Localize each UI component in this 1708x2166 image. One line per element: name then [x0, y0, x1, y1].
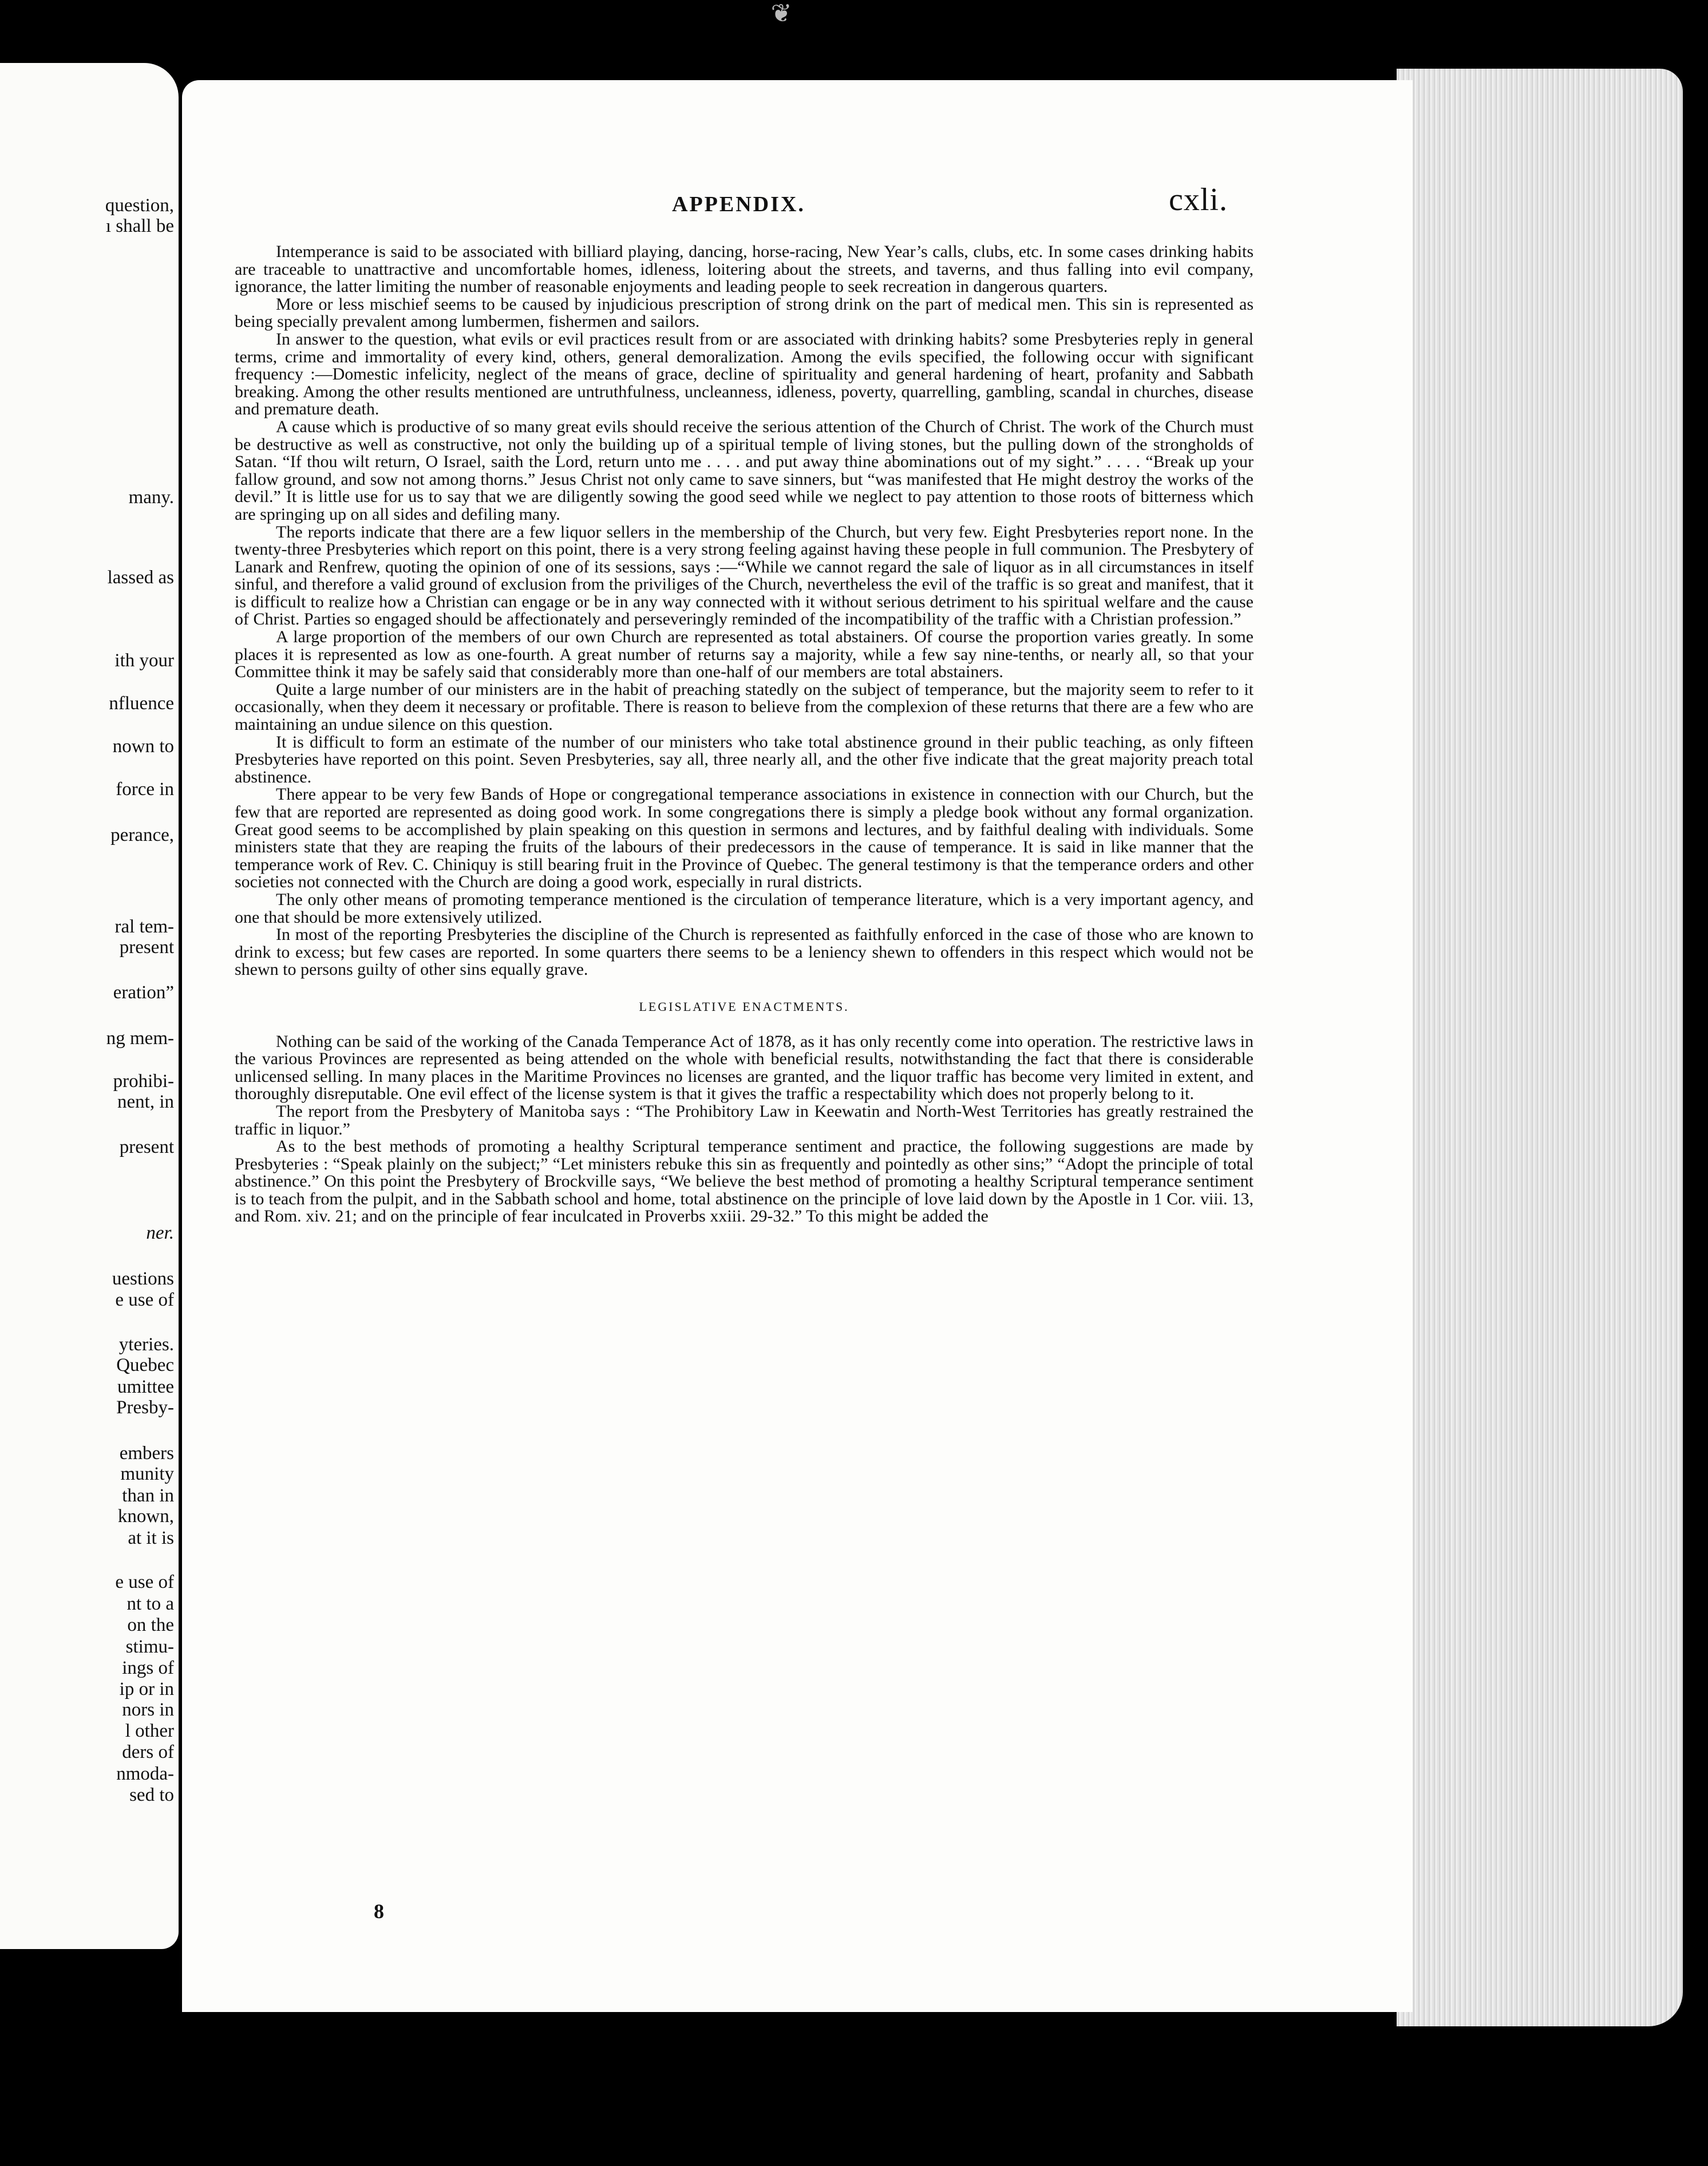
facing-page-fragment: nent, in	[117, 1092, 174, 1112]
paragraph: Quite a large number of our ministers are in the habit of preaching statedly on the subject of temperance, but the majority seem to refer to it occasionally, when they deem it necessary or profitable. There is reason to believe from the complexion of these returns that there are a few who are maintaining an undue silence on this question.	[235, 679, 1254, 734]
facing-page-fragment: perance,	[110, 825, 174, 845]
facing-page-fragment: at it is	[128, 1528, 174, 1548]
paragraph: In answer to the question, what evils or evil practices result from or are associated with drinking habits? some Presbyteries reply in general terms, crime and immortality of every kind, others, general demoralization. Among the evils specified, the following occur with significant frequency :—Domestic infelicity, neglect of the means of grace, decline of spirituality and general hardening of heart, profanity and Sabbath breaking. Among the other results mentioned are untruthfulness, uncleanness, idleness, poverty, quarrelling, gambling, scandal in churches, disease and premature death.	[235, 329, 1254, 419]
facing-page-fragment: stimu-	[125, 1637, 174, 1657]
paragraph: The only other means of promoting temperance mentioned is the circulation of temperance literature, which is a very important agency, and one that should be more extensively utilized.	[235, 890, 1254, 927]
facing-page-fragment: umittee	[117, 1377, 174, 1397]
facing-page-fragment: ner.	[146, 1223, 174, 1243]
running-title: APPENDIX.	[672, 192, 805, 216]
facing-page-fragment: embers	[119, 1443, 174, 1464]
facing-page-fragment: e use of	[115, 1290, 174, 1310]
facing-page-fragment: nors in	[122, 1699, 174, 1720]
signature-mark: 8	[374, 1900, 384, 1923]
facing-page-fragment: question,	[105, 195, 174, 216]
facing-page-fragment: yteries.	[118, 1334, 174, 1355]
facing-page-fragment: nown to	[112, 736, 174, 757]
paragraph: Nothing can be said of the working of the Canada Temperance Act of 1878, as it has only recently come into operation. The restrictive laws in the various Provinces are represented as being attended on the whole with beneficial results, notwithstanding the fact that there is considerable unlicensed selling. In many places in the Maritime Provinces no licenses are granted, and the liquor traffic has become very limited in extent, and thoroughly disreputable. One evil effect of the license system is that it gives the traffic a respectability which does not properly belong to it.	[235, 1031, 1254, 1104]
facing-page-fragment: ral tem-	[114, 916, 174, 937]
facing-page-fragment: present	[119, 1137, 174, 1157]
facing-page	[0, 63, 179, 1949]
paragraph: Intemperance is said to be associated with billiard playing, dancing, horse-racing, New Year’s calls, clubs, etc. In some cases drinking habits are traceable to unattractive and uncomfortable homes, idleness, loitering about the streets, and taverns, and thus falling into evil company, ignorance, the latter limiting the number of reasonable enjoyments and leading people to seek recreation in dangerous quarters.	[235, 242, 1254, 297]
facing-page-fragment: ng mem-	[106, 1028, 174, 1049]
facing-page-fragment: Presby-	[116, 1397, 174, 1418]
section-heading: LEGISLATIVE ENACTMENTS.	[639, 999, 849, 1014]
facing-page-fragment: force in	[116, 779, 174, 800]
facing-page-fragment: ders of	[122, 1742, 174, 1762]
facing-page-fragment: uestions	[112, 1268, 174, 1289]
paragraph: There appear to be very few Bands of Hope or congregational temperance associations in existence in connection with our Church, but the few that are reported are represented as doing good work. In some congregations there is simply a pledge book without any formal organization. Great good seems to be accomplished by plain speaking on this question in sermons and lectures, and by faithful dealing with individuals. Some ministers state that they are reaping the fruits of the labours of their predecessors in the cause of temperance. It is said in like manner that the temperance work of Rev. C. Chiniquy is still bearing fruit in the Province of Quebec. The general testimony is that the temperance orders and other societies not connected with the Church are doing a good work, especially in rural districts.	[235, 785, 1254, 892]
body-text	[235, 243, 1254, 1226]
paragraph: A large proportion of the members of our own Church are represented as total abstainers. Of course the proportion varies greatly. In some places it is represented as low as one-fourth. A great number of returns say a majority, while a few say nine-tenths, or nearly all, so that your Committee think it may be safely said that considerably more than one-half of our members are total abstainers.	[235, 627, 1254, 682]
facing-page-fragment: known,	[117, 1506, 174, 1527]
facing-page-fragment: eration”	[113, 982, 174, 1003]
facing-page-fragment: ı shall be	[105, 216, 174, 236]
facing-page-fragment: lassed as	[107, 567, 174, 588]
facing-page-fragment: nfluence	[109, 693, 174, 714]
paragraph: In most of the reporting Presbyteries the discipline of the Church is represented as faithfully enforced in the case of those who are known to drink to excess; but few cases are reported. In some quarters there seems to be a leniency shewn to offenders in this respect which would not be shewn to persons guilty of other sins equally grave.	[235, 925, 1254, 979]
facing-page-fragment: ings of	[122, 1658, 174, 1678]
facing-page-fragment: ip or in	[119, 1679, 174, 1699]
top-ornament-icon: ❦	[770, 0, 792, 27]
facing-page-fragment: present	[119, 937, 174, 958]
facing-page-fragment: nt to a	[126, 1594, 174, 1614]
facing-page-fragment: sed to	[129, 1785, 174, 1805]
paragraph: The report from the Presbytery of Manitoba says : “The Prohibitory Law in Keewatin and North-West Territories has greatly restrained the traffic in liquor.”	[235, 1101, 1254, 1139]
facing-page-fragment: munity	[120, 1464, 174, 1484]
facing-page-fragment: ith your	[114, 650, 174, 671]
facing-page-fragment: prohibi-	[113, 1071, 174, 1092]
facing-page-fragment: Quebec	[116, 1355, 174, 1376]
page-number: cxli.	[1169, 182, 1228, 218]
facing-page-fragment: than in	[122, 1485, 174, 1506]
running-header	[182, 182, 1413, 238]
page-edges	[1397, 69, 1683, 2026]
paragraph: A cause which is productive of so many great evils should receive the serious attention of the Church of Christ. The work of the Church must be destructive as well as constructive, not only the building up of a spiritual temple of living stones, but the pulling down of the strongholds of Satan. “If thou wilt return, O Israel, saith the Lord, return unto me . . . . and put away thine abominations out of my sight.” . . . . “Break up your fallow ground, and sow not among thorns.” Jesus Christ not only came to save sinners, but “was manifested that He might destroy the works of the devil.” It is little use for us to say that we are diligently sowing the good seed while we neglect to pay attention to those roots of bitterness which are springing up on all sides and defiling many.	[235, 417, 1254, 524]
paragraph: More or less mischief seems to be caused by injudicious prescription of strong drink on the part of medical men. This sin is represented as being specially prevalent among lumbermen, fishermen and sailors.	[235, 294, 1254, 331]
book-page	[182, 80, 1413, 2012]
facing-page-fragment: many.	[128, 487, 174, 508]
facing-page-fragment: l other	[125, 1721, 174, 1741]
paragraph: As to the best methods of promoting a healthy Scriptural temperance sentiment and practice, the following suggestions are made by Presbyteries : “Speak plainly on the subject;” “Let ministers rebuke this sin as frequently and pointedly as other sins;” “Adopt the principle of total abstinence.” On this point the Presbytery of Brockville says, “We believe the best method of promoting a healthy Scriptural temperance sentiment is to teach from the pulpit, and in the Sabbath school and home, total abstinence on the principle of love laid down by the Apostle in 1 Cor. viii. 13, and Rom. xiv. 21; and on the principle of fear inculcated in Proverbs xxiii. 29-32.” To this might be added the	[235, 1137, 1254, 1226]
facing-page-fragment: e use of	[115, 1572, 174, 1592]
facing-page-fragment: nmoda-	[116, 1764, 174, 1784]
paragraph: It is difficult to form an estimate of the number of our ministers who take total abstinence ground in their public teaching, as only fifteen Presbyteries have reported on this point. Seven Presbyteries, say all, three nearly all, and the other five indicate that the great majority preach total abstinence.	[235, 732, 1254, 786]
facing-page-fragment: on the	[127, 1615, 174, 1635]
paragraph: The reports indicate that there are a few liquor sellers in the membership of the Church, but very few. Eight Presbyteries report none. In the twenty-three Presbyteries which report on this point, there is a very strong feeling against having these people in full communion. The Presbytery of Lanark and Renfrew, quoting the opinion of one of its sessions, says :—“While we cannot regard the sale of liquor as in all circumstances in itself sinful, and therefore a valid ground of exclusion from the priviliges of the Church, nevertheless the evil of the traffic is so great and manifest, that it is difficult to realize how a Christian can engage or be in any way connected with it without serious detriment to his spiritual welfare and the cause of Christ. Parties so engaged should be affectionately and perseveringly reminded of the incompatibility of the traffic with a Christian profession.”	[235, 522, 1254, 629]
